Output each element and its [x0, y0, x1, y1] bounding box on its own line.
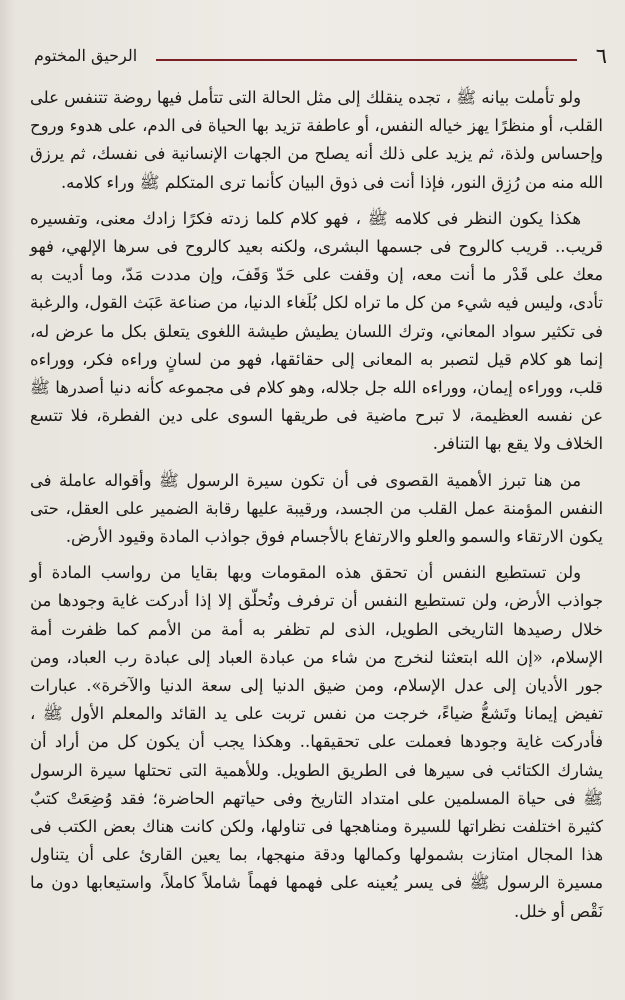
page-shadow [0, 0, 14, 1000]
page-header [34, 40, 607, 74]
header-rule [156, 59, 577, 61]
paragraph: من هنا تبرز الأهمية القصوى فى أن تكون سيرة الرسول ﷺ وأقواله عاملة فى النفس المؤمنة عمل القلب من الجسد، ورقيبة عليها رقابة الضمير على العقل، حتى يكون الارتقاء والسمو والعلو والارتفاع بالأجسام فوق جواذب المادة وقيود الأرض. [30, 470, 603, 547]
paragraph: ولن تستطيع النفس أن تحقق هذه المقومات وبها بقايا من رواسب المادة أو جواذب الأرض، ولن تستطيع النفس أن ترفرف وتُحلّق إلا إذا أدركت غاية وجودها من خلال رصيدها التاريخى الطويل، الذى لم تظفر به أمة من الأمم كما ظفرت أمة الإسلام، «إن الله ابتعثنا لنخرج من شاء من عبادة العباد إلى عبادة رب العباد، ومن جور الأديان إلى عدل الإسلام، ومن ضيق الدنيا إلى سعة الدنيا والآخرة». عبارات تفيض إيمانا وتَشعُّ ضياءً، خرجت من نفس تربت على يد القائد والمعلم الأول ﷺ ، فأدركت غاية وجودها فعملت على تحقيقها.. وهكذا يجب أن يكون كل من أراد أن يشارك الكتائب فى سيرها فى الطريق الطويل. وللأهمية التى تحتلها سيرة الرسول ﷺ فى حياة المسلمين على امتداد التاريخ وفى حياتهم الحاضرة؛ فقد وُضِعَتْ كتبٌ كثيرة اختلفت نظراتها للسيرة ومناهجها فى تناولها، ولكن كانت هناك بعض الكتب فى هذا المجال امتازت بشمولها وكمالها ودقة منهجها، بما يعين القارئ على أن يتناول مسيرة الرسول ﷺ فى يسر يُعينه على فهمها فهماً شاملاً كاملاً، واستيعابها دون ما نَقْص أو خلل. [30, 563, 603, 921]
paragraph: هكذا يكون النظر فى كلامه ﷺ ، فهو كلام كلما زدته فكرًا زادك معنى، وتفسيره قريب.. قريب كالروح فى جسمها البشرى، ولكنه بعيد كالروح فى سرها الإلهي، فهو معك على قَدْر ما أنت معه، إن وقفت على حَدّ وَقَفَ، وإن مددت مَدّ، وما أديت به تأدى، وليس فيه شيء من كل ما تراه لكل بُلَغاء الدنيا، من صناعة عَبَث القول، والرغبة فى تكثير سواد المعاني، وترك اللسان يطيش طيشة اللغوى يتعلق بكل ما عرض له، إنما هو كلام قيل لتصبر به المعانى إلى حقائقها، فهو من لسانٍ وراءه فكر، ووراءه قلب، ووراءه إيمان، ووراءه الله جل جلاله، وهو كلام فى مجموعه كأنه دنيا أصدرها ﷺ عن نفسه العظيمة، لا تبرح ماضية فى طريقها السوى على دين الفطرة، فلا تتسع الخلاف ولا يقع بها التنافر. [30, 208, 603, 454]
running-title: الرحيق المختوم [34, 46, 138, 65]
body-text [30, 84, 603, 926]
page-number: ٦ [595, 44, 607, 68]
paragraph: ولو تأملت بيانه ﷺ ، تجده ينقلك إلى مثل الحالة التى تتأمل فيها روضة تتنفس على القلب، أو منظرًا يهز خياله النفس، أو عاطفة تزيد بها الحياة فى الدم، على هدوء وروح وإحساس ولذة، ثم يزيد على ذلك أنه يصلح من الجهات الإنسانية فى نفسك، ثم يرزق الله منه من رُزِق النور، فإذا أنت فى ذوق البيان كأنما ترى المتكلم ﷺ وراء كلامه. [30, 88, 603, 192]
